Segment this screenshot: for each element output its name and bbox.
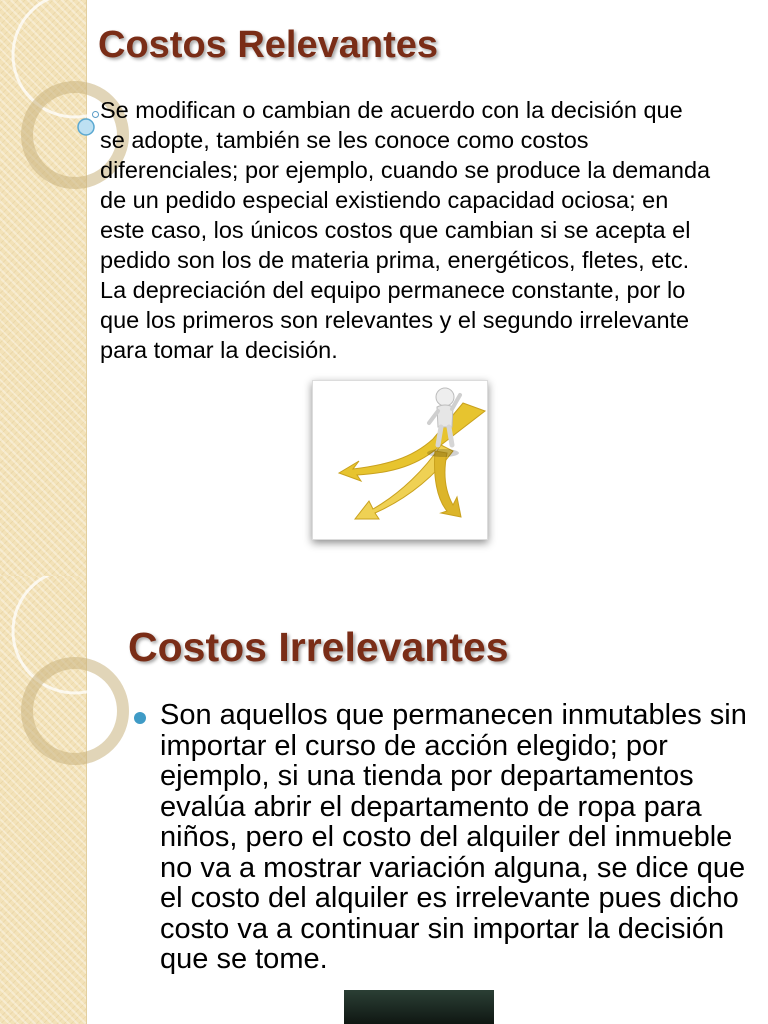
crossroads-picture	[312, 380, 488, 540]
decorative-rings-icon	[0, 576, 140, 776]
partial-photo	[344, 990, 494, 1024]
slide-body-text: Se modifican o cambian de acuerdo con la decisión que se adopte, también se les conoce como costos diferenciales; por ejemplo, cuando se produce la demanda de un pedido especial existiendo capacidad ociosa; en este caso, los únicos costos que cambian si se acepta el pedido son los de materia prima, energéticos, fletes, etc. La depreciación del equipo permanece constante, por lo que los primeros son relevantes y el segundo irrelevante para tomar la decisión.	[100, 97, 711, 363]
slide-costos-irrelevantes	[0, 576, 768, 1024]
slide-title: Costos Relevantes	[98, 24, 439, 66]
person-at-crossroads-arrows-icon	[313, 381, 487, 539]
bullet-icon	[92, 111, 99, 118]
slide-title: Costos Irrelevantes	[128, 624, 509, 670]
bullet-icon	[134, 712, 146, 724]
slide-body-text: Son aquellos que permanecen inmutables sin importar el curso de acción elegido; por ejemplo, si una tienda por departamentos evalúa abrir el departamento de ropa para niños, pero el costo del alquiler del inmueble no va a mostrar variación alguna, se dice que el costo del alquiler es irrelevante pues dicho costo va a continuar sin importar la decisión que se tome.	[160, 699, 747, 975]
